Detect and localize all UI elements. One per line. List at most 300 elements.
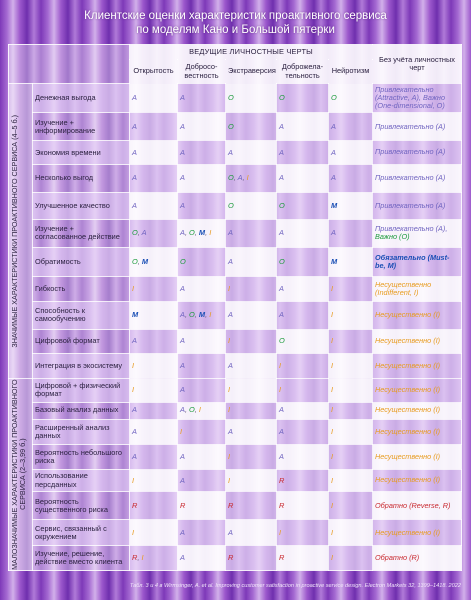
summary-rating-cell [373,247,462,276]
trait-rating-cell [178,164,226,192]
summary-rating-cell [373,164,462,192]
rating-code: O [228,93,234,103]
feature-label: Гибкость [33,277,130,302]
trait-rating-cell [226,164,277,192]
table-row [9,84,462,113]
table-row [9,329,462,354]
rating-code: A [180,475,185,485]
feature-label: Улучшенное качество [33,193,130,220]
rating-code: I [279,527,282,537]
trait-rating-cell [130,354,178,379]
trait-rating-cell [226,402,277,419]
rating-code: I [132,527,135,537]
rating-code: I [331,385,334,395]
summary-text: Привлекательно (A) [375,200,446,210]
kano-big-five-table [8,44,462,571]
trait-rating-cell [277,113,329,141]
feature-label: Несколько выгод [33,164,130,192]
trait-rating-cell [277,219,329,247]
rating-code: A [279,121,284,131]
feature-label: Интеграция в экосистему [33,354,130,379]
summary-text: Несущественно (I) [375,527,441,537]
summary-rating-cell [373,354,462,379]
rating-code: I [228,385,231,395]
table-row [9,113,462,141]
summary-rating-cell [373,379,462,403]
rating-code: O [132,256,138,266]
trait-rating-cell [277,445,329,470]
trait-rating-cell [329,113,373,141]
rating-code: A [132,147,137,157]
feature-label: Изучение + согласованное действие [33,219,130,247]
rating-code: A [228,527,233,537]
rating-separator: , [194,405,199,415]
trait-rating-cell [130,419,178,445]
summary-rating-cell [373,193,462,220]
rating-code: A [279,147,284,157]
rating-code: A [180,361,185,371]
trait-rating-cell [329,520,373,546]
rating-code: R [279,475,285,485]
trait-rating-cell [178,193,226,220]
trait-rating-cell [130,301,178,329]
trait-rating-cell [226,301,277,329]
trait-rating-cell [226,445,277,470]
summary-text: Несущественно (I) [375,310,441,320]
rating-code: M [198,228,206,238]
summary-text: Несущественно (I) [375,405,441,415]
rating-code: A [180,336,185,346]
rating-code: A [279,405,284,415]
trait-rating-cell [178,402,226,419]
rating-code: A [228,310,233,320]
table-row [9,469,462,491]
trait-rating-cell [277,193,329,220]
trait-rating-cell [226,247,277,276]
summary-text: Несущественно (I) [375,385,441,395]
group-label: ЗНАЧИМЫЕ ХАРАКТЕРИСТИКИ ПРОАКТИВНОГО СЕРВИСА (4–5 б.) [10,114,19,348]
trait-rating-cell [277,84,329,113]
trait-rating-cell [226,329,277,354]
trait-rating-cell [130,402,178,419]
rating-code: I [331,500,334,510]
trait-column-header: Экстраверсия [226,60,277,84]
trait-rating-cell [329,546,373,571]
trait-rating-cell [329,402,373,419]
feature-label: Обратимость [33,247,130,276]
table-row [9,301,462,329]
summary-text: Несущественно (I) [375,336,441,346]
rating-code: R [132,552,138,562]
trait-rating-cell [178,445,226,470]
trait-rating-cell [178,469,226,491]
trait-rating-cell [226,219,277,247]
trait-rating-cell [329,141,373,165]
summary-text: Обратно (Reverse, R) [375,500,451,510]
summary-rating-cell [373,469,462,491]
rating-code: A [180,527,185,537]
rating-code: M [132,310,139,320]
table-row [9,277,462,302]
trait-rating-cell [226,354,277,379]
trait-rating-cell [329,277,373,302]
rating-code: I [180,426,183,436]
rating-code: A [331,147,336,157]
summary-text: Привлекательно (Attractive, A), Важно (One-dimensional, O) [375,84,445,111]
summary-text: Привлекательно (A), [375,224,448,234]
rating-code: I [228,336,231,346]
trait-rating-cell [329,84,373,113]
trait-rating-cell [130,113,178,141]
feature-label: Расширенный анализ данных [33,419,130,445]
rating-code: I [209,228,212,238]
summary-text: Привлекательно (A) [375,121,446,131]
rating-code: A [180,552,185,562]
summary-rating-cell [373,546,462,571]
rating-code: A [180,147,185,157]
rating-code: A [141,228,147,238]
rating-code: A [132,200,137,210]
rating-separator: , [184,405,190,415]
rating-code: A [331,228,336,238]
summary-text: Несущественно (I) [375,426,441,436]
table-row [9,193,462,220]
trait-rating-cell [130,445,178,470]
rating-separator: , [233,173,238,183]
trait-column-header: Открытость [130,60,178,84]
rating-code: O [228,173,234,183]
feature-label: Экономия времени [33,141,130,165]
trait-rating-cell [277,469,329,491]
trait-rating-cell [130,193,178,220]
trait-rating-cell [226,419,277,445]
trait-rating-cell [277,379,329,403]
rating-code: A [279,310,284,320]
title-line-2: по моделям Кано и Большой пятерки [136,24,335,36]
trait-rating-cell [329,419,373,445]
rating-code: A [180,173,185,183]
feature-label: Способность к самообучению [33,301,130,329]
title-line-1: Клиентские оценки характеристик проактивного сервиса [84,10,387,22]
table-row [9,445,462,470]
rating-code: A [180,451,185,461]
rating-code: I [246,173,249,183]
rating-code: A [228,256,233,266]
group-label: МАЛОЗНАЧИМЫЕ ХАРАКТЕРИСТИКИ ПРОАКТИВНОГО СЕРВИСА (2–3,99 б.) [10,379,27,570]
trait-rating-cell [130,546,178,571]
rating-code: R [279,552,285,562]
rating-code: O [279,336,285,346]
rating-code: M [141,256,149,266]
trait-rating-cell [277,419,329,445]
trait-rating-cell [226,520,277,546]
feature-label: Денежная выгода [33,84,130,113]
summary-text: Важно (O) [375,232,410,242]
trait-rating-cell [226,546,277,571]
trait-column-header: Доброжела-тельность [277,60,329,84]
trait-rating-cell [178,546,226,571]
rating-code: I [331,451,334,461]
rating-code: A [279,451,284,461]
feature-label: Использование персданных [33,469,130,491]
rating-code: R [180,500,186,510]
rating-code: I [331,283,334,293]
trait-rating-cell [329,469,373,491]
summary-rating-cell [373,419,462,445]
rating-code: O [279,200,285,210]
rating-code: A [180,200,185,210]
rating-code: A [331,121,336,131]
rating-code: O [279,93,285,103]
rating-separator: , [205,228,210,238]
rating-code: O [180,256,186,266]
rating-separator: , [137,552,142,562]
rating-code: I [209,310,212,320]
trait-rating-cell [178,247,226,276]
rating-code: O [132,228,138,238]
summary-rating-cell [373,329,462,354]
trait-rating-cell [329,379,373,403]
summary-text: Несущественно (I) [375,451,441,461]
trait-rating-cell [178,141,226,165]
table-row [9,520,462,546]
summary-rating-cell [373,277,462,302]
trait-rating-cell [178,301,226,329]
rating-code: A [180,385,185,395]
summary-rating-cell [373,84,462,113]
feature-label: Цифровой формат [33,329,130,354]
rating-code: O [189,310,195,320]
trait-rating-cell [329,164,373,192]
rating-code: O [189,228,195,238]
rating-code: I [228,283,231,293]
table-row [9,492,462,520]
rating-code: A [228,228,233,238]
trait-rating-cell [226,193,277,220]
trait-rating-cell [277,402,329,419]
rating-code: A [132,426,137,436]
trait-rating-cell [277,164,329,192]
trait-rating-cell [130,520,178,546]
rating-code: I [331,336,334,346]
trait-rating-cell [277,247,329,276]
trait-rating-cell [226,492,277,520]
rating-code: I [228,475,231,485]
rating-separator: , [184,228,190,238]
rating-code: O [228,121,234,131]
trait-column-header: Добросо-вестность [178,60,226,84]
trait-rating-cell [226,141,277,165]
trait-rating-cell [178,520,226,546]
rating-code: I [141,552,144,562]
trait-rating-cell [277,329,329,354]
trait-rating-cell [226,113,277,141]
trait-rating-cell [277,354,329,379]
rating-code: M [331,200,338,210]
trait-rating-cell [178,113,226,141]
trait-rating-cell [130,219,178,247]
rating-code: O [228,200,234,210]
rating-separator: , [194,228,199,238]
rating-code: A [132,121,137,131]
trait-rating-cell [178,379,226,403]
table-row [9,402,462,419]
rating-code: A [279,426,284,436]
table-row [9,219,462,247]
rating-code: R [132,500,138,510]
trait-rating-cell [277,520,329,546]
table-row [9,379,462,403]
page-title [0,9,471,37]
rating-code: A [228,147,233,157]
table-row [9,546,462,571]
trait-rating-cell [178,419,226,445]
rating-code: A [180,283,185,293]
rating-code: I [331,527,334,537]
trait-rating-cell [277,546,329,571]
rating-code: R [228,500,234,510]
rating-code: I [331,552,334,562]
group-label-cell [9,379,33,571]
trait-rating-cell [178,84,226,113]
table-row [9,141,462,165]
summary-rating-cell [373,445,462,470]
summary-rating-cell [373,219,462,247]
summary-rating-cell [373,520,462,546]
trait-rating-cell [329,247,373,276]
trait-rating-cell [329,492,373,520]
summary-text: Несущественно (I) [375,475,441,485]
trait-rating-cell [178,219,226,247]
source-credit: Табл. 3 и 4 в Wirmsinger, A. et al. Improving customer satisfaction in proactive service design. Electron Markets 32, 1399–1418. 2022 [129,583,461,589]
trait-rating-cell [329,445,373,470]
table-row [9,247,462,276]
summary-text: Несущественно (I) [375,361,441,371]
rating-code: A [132,451,137,461]
summary-rating-cell [373,113,462,141]
rating-code: A [180,310,185,320]
trait-rating-cell [130,277,178,302]
trait-rating-cell [329,193,373,220]
rating-code: I [331,310,334,320]
feature-label: Цифровой + физический формат [33,379,130,403]
rating-code: A [279,283,284,293]
rating-code: I [331,361,334,371]
rating-code: A [228,361,233,371]
trait-rating-cell [277,141,329,165]
summary-text: Привлекательно (A) [375,147,446,157]
rating-code: R [279,500,285,510]
rating-code: A [180,228,185,238]
rating-code: M [331,256,338,266]
rating-code: R [228,552,234,562]
rating-code: A [237,173,243,183]
rating-code: A [180,121,185,131]
rating-code: I [228,451,231,461]
rating-code: I [279,361,282,371]
trait-rating-cell [130,469,178,491]
summary-rating-cell [373,492,462,520]
trait-rating-cell [130,164,178,192]
rating-separator: , [137,256,142,266]
rating-separator: , [184,310,190,320]
rating-code: I [132,361,135,371]
rating-separator: , [194,310,199,320]
rating-code: A [180,93,185,103]
trait-rating-cell [329,219,373,247]
feature-label: Изучение + информирование [33,113,130,141]
trait-rating-cell [130,329,178,354]
trait-rating-cell [178,277,226,302]
rating-code: I [198,405,201,415]
rating-separator: , [242,173,247,183]
trait-rating-cell [226,379,277,403]
rating-code: A [132,173,137,183]
rating-code: I [331,475,334,485]
trait-rating-cell [329,329,373,354]
trait-rating-cell [329,301,373,329]
rating-code: A [279,173,284,183]
summary-text: Обратно (R) [375,552,420,562]
table-row [9,419,462,445]
summary-rating-cell [373,301,462,329]
rating-code: I [331,405,334,415]
trait-rating-cell [178,492,226,520]
table-row [9,164,462,192]
summary-rating-cell [373,402,462,419]
trait-column-header: Нейротизм [329,60,373,84]
rating-code: O [279,256,285,266]
rating-separator: , [137,228,142,238]
trait-rating-cell [277,277,329,302]
table-corner [9,45,130,84]
summary-column-header: Без учёта личностных черт [373,45,462,84]
rating-code: I [279,385,282,395]
rating-code: I [132,385,135,395]
trait-rating-cell [130,492,178,520]
rating-code: A [279,228,284,238]
rating-code: I [132,475,135,485]
trait-rating-cell [277,301,329,329]
rating-code: I [132,283,135,293]
feature-label: Изучение, решение, действие вместо клиента [33,546,130,571]
rating-code: A [331,173,336,183]
group-label-cell [9,84,33,379]
rating-code: A [180,405,185,415]
traits-group-header: ВЕДУЩИЕ ЛИЧНОСТНЫЕ ЧЕРТЫ [130,45,373,60]
rating-code: O [331,93,337,103]
rating-separator: , [205,310,210,320]
summary-text: Обязательно (Must-be, M) [375,252,450,271]
summary-rating-cell [373,141,462,165]
rating-code: I [331,426,334,436]
summary-text: Привлекательно (A) [375,173,446,183]
feature-label: Базовый анализ данных [33,402,130,419]
rating-code: I [228,405,231,415]
rating-code: A [132,405,137,415]
feature-label: Вероятность существенного риска [33,492,130,520]
rating-code: A [132,93,137,103]
trait-rating-cell [226,84,277,113]
trait-rating-cell [130,379,178,403]
feature-label: Сервис, связанный с окружением [33,520,130,546]
trait-rating-cell [277,492,329,520]
feature-label: Вероятность небольшого риска [33,445,130,470]
trait-rating-cell [226,469,277,491]
trait-rating-cell [130,247,178,276]
trait-rating-cell [130,84,178,113]
rating-code: A [132,336,137,346]
